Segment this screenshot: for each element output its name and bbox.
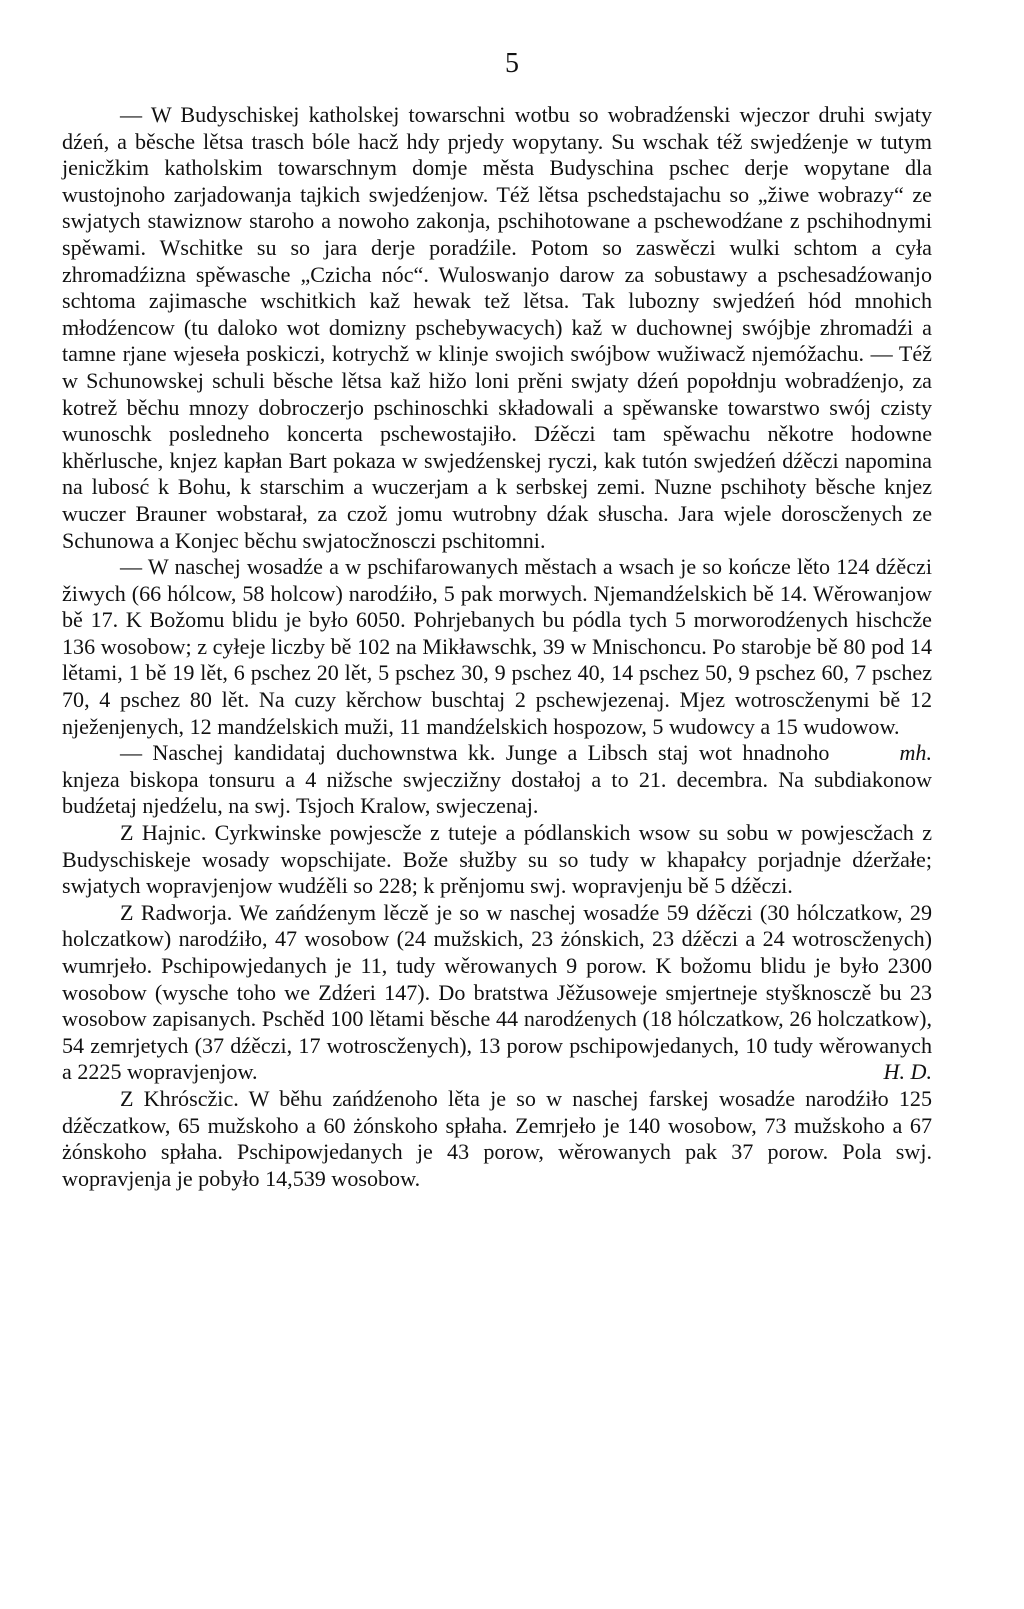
paragraph-text: Z Khróscžic. W běhu zańdźenoho lěta je so w naschej farskej wosadźe narodźiło 125 dźěczatkow, 65 mužskoho a 60 żónskoho spłaha. Zemrjeło je 140 wosobow, 73 mužskoho a 67 żónskoho spłaha. Pschipowjedanych je 43 porow, wěrowanych pak 37 porow. Pola swj. wopravjenja je pobyło 14,539 wosobow. (62, 1085, 932, 1191)
signature: H. D. (883, 1059, 932, 1085)
page-number: 5 (505, 48, 519, 79)
paragraph-budyschin-christmas (62, 102, 932, 554)
paragraph-khroscic (62, 1086, 932, 1192)
signature: mh. (899, 740, 932, 766)
paragraph-text: — Naschej kandidataj duchownstwa kk. Junge a Libsch staj wot hnadnoho knjeza biskopa tonsuru a 4 nižsche swjeczižny dostałoj a to 21. decembra. Na subdiakonow budźetaj njedźelu, na swj. Tsjoch Kralow, swjeczenaj. (62, 740, 932, 819)
paragraph-parish-statistics (62, 554, 932, 766)
paragraph-hajnic (62, 820, 932, 900)
paragraph-text: Z Radworja. We zańdźenym lěczě je so w naschej wosadźe 59 dźěczi (30 hólczatkow, 29 holczatkow) narodźiło, 47 wosobow (24 mužskich, 23 żónskich, 23 dźěczi a 24 wotroscženych) wumrjeło. Pschipowjedanych je 11, tudy wěrowanych 9 porow. K božomu blidu je było 2300 wosobow (wysche toho we Zdźeri 147). Do bratstwa Jěžusoweje smjertneje styšknosczě bu 23 wosobow zapisanych. Pschěd 100 lětami běsche 44 narodźenych (18 hólczatkow, 26 holczatkow), 54 zemrjetych (37 dźěczi, 17 wotroscženych), 13 porow pschipowjedanych, 10 tudy wěrowanych a 2225 wopravjenjow. (62, 899, 932, 1085)
paragraph-text: Z Hajnic. Cyrkwinske powjescže z tuteje a pódlanskich wsow su sobu w powjescžach z Budyschiskeje wosady wopschijate. Bože słužby su so tudy w khapałcy porjadnje dźeržałe; swjatych wopravjenjow wudźěli so 228; k prěnjomu swj. wopravjenju bě 5 dźěczi. (62, 820, 932, 899)
paragraph-radworja (62, 900, 932, 1086)
paragraph-text: — W naschej wosadźe a w pschifarowanych městach a wsach je so kończe lěto 124 dźěczi žiwych (66 hólcow, 58 holcow) narodźiło, 5 pak morwych. Njemandźelskich bě 14. Wěrowanjow bě 17. K Božomu blidu je było 6050. Pohrjebanych bu pódla tych 5 morworodźenych hischcže 136 wosobow; z cyłeje liczby bě 102 na Mikławschk, 39 w Mnischoncu. Po starobje bě 80 pod 14 lětami, 1 bě 19 lět, 6 pschez 20 lět, 5 pschez 30, 9 pschez 40, 14 pschez 50, 9 pschez 60, 7 pschez 70, 4 pschez 80 lět. Na cuzy kěrchow buschtaj 2 pschewjezenaj. Mjez wotroscženymi bě 12 nježenjenych, 12 mandźelskich muži, 11 mandźelskich hospozow, 5 wudowcy a 15 wudowow. (62, 554, 932, 739)
paragraph-candidates (62, 740, 932, 820)
paragraph-text: — W Budyschiskej katholskej towarschni wotbu so wobradźenski wjeczor druhi swjaty dźeń, a běsche lětsa trasch bóle hacž hdy prjedy wopytany. Su wschak též swjedźenje w tutym jenicžkim katholskim towarschnym domje města Budyschina pschec derje wopytane dla wustojnoho zarjadowanja tajkich swjedźenjow. Též lětsa pschedstajachu so „žiwe wobrazy“ ze swjatych stawiznow staroho a nowoho zakonja, pschihotowane a pschewodźane z pschihodnymi spěwami. Wschitke su so jara derje poradźile. Potom so zaswěczi wulki schtom a cyła zhromadźizna spěwasche „Czicha nóc“. Wuloswanjo darow za sobustawy a pschesadźowanjo schtoma zajimasche wschitkich kaž hewak tež lětsa. Tak lubozny swjedźeń hód mnohich młodźencow (tu daloko wot domizny pschebywacych) kaž w duchownej swójbje zhromadźi a tamne rjane wjeseła poskiczi, kotrychž w klinje swojich swójbow wužiwacž njemóžachu. — Též w Schunowskej schuli běsche lětsa kaž hižo loni prěni swjaty dźeń popołdnju wobradźenjo, za kotrež běchu mnozy dobroczerjo pschinoschki składowali a spěwanske towarstwo swój czisty wunoschk posledneho koncerta pschewostajiło. Dźěczi tam spěwachu někotre hodowne khěrlusche, knjez kapłan Bart pokaza w swjedźenskej ryczi, kak tutón swjedźeń dźěczi napomina na lubosć k Bohu, k starschim a wuczerjam a k serbskej zemi. Nuzne pschihoty běsche knjez wuczer Brauner wobstarał, za czož jomu wutrobny dźak słuscha. Jara wjele doroscženych ze Schunowa a Konjec běchu swjatocžnosczi pschitomni. (62, 102, 932, 553)
article-body (62, 102, 932, 1192)
